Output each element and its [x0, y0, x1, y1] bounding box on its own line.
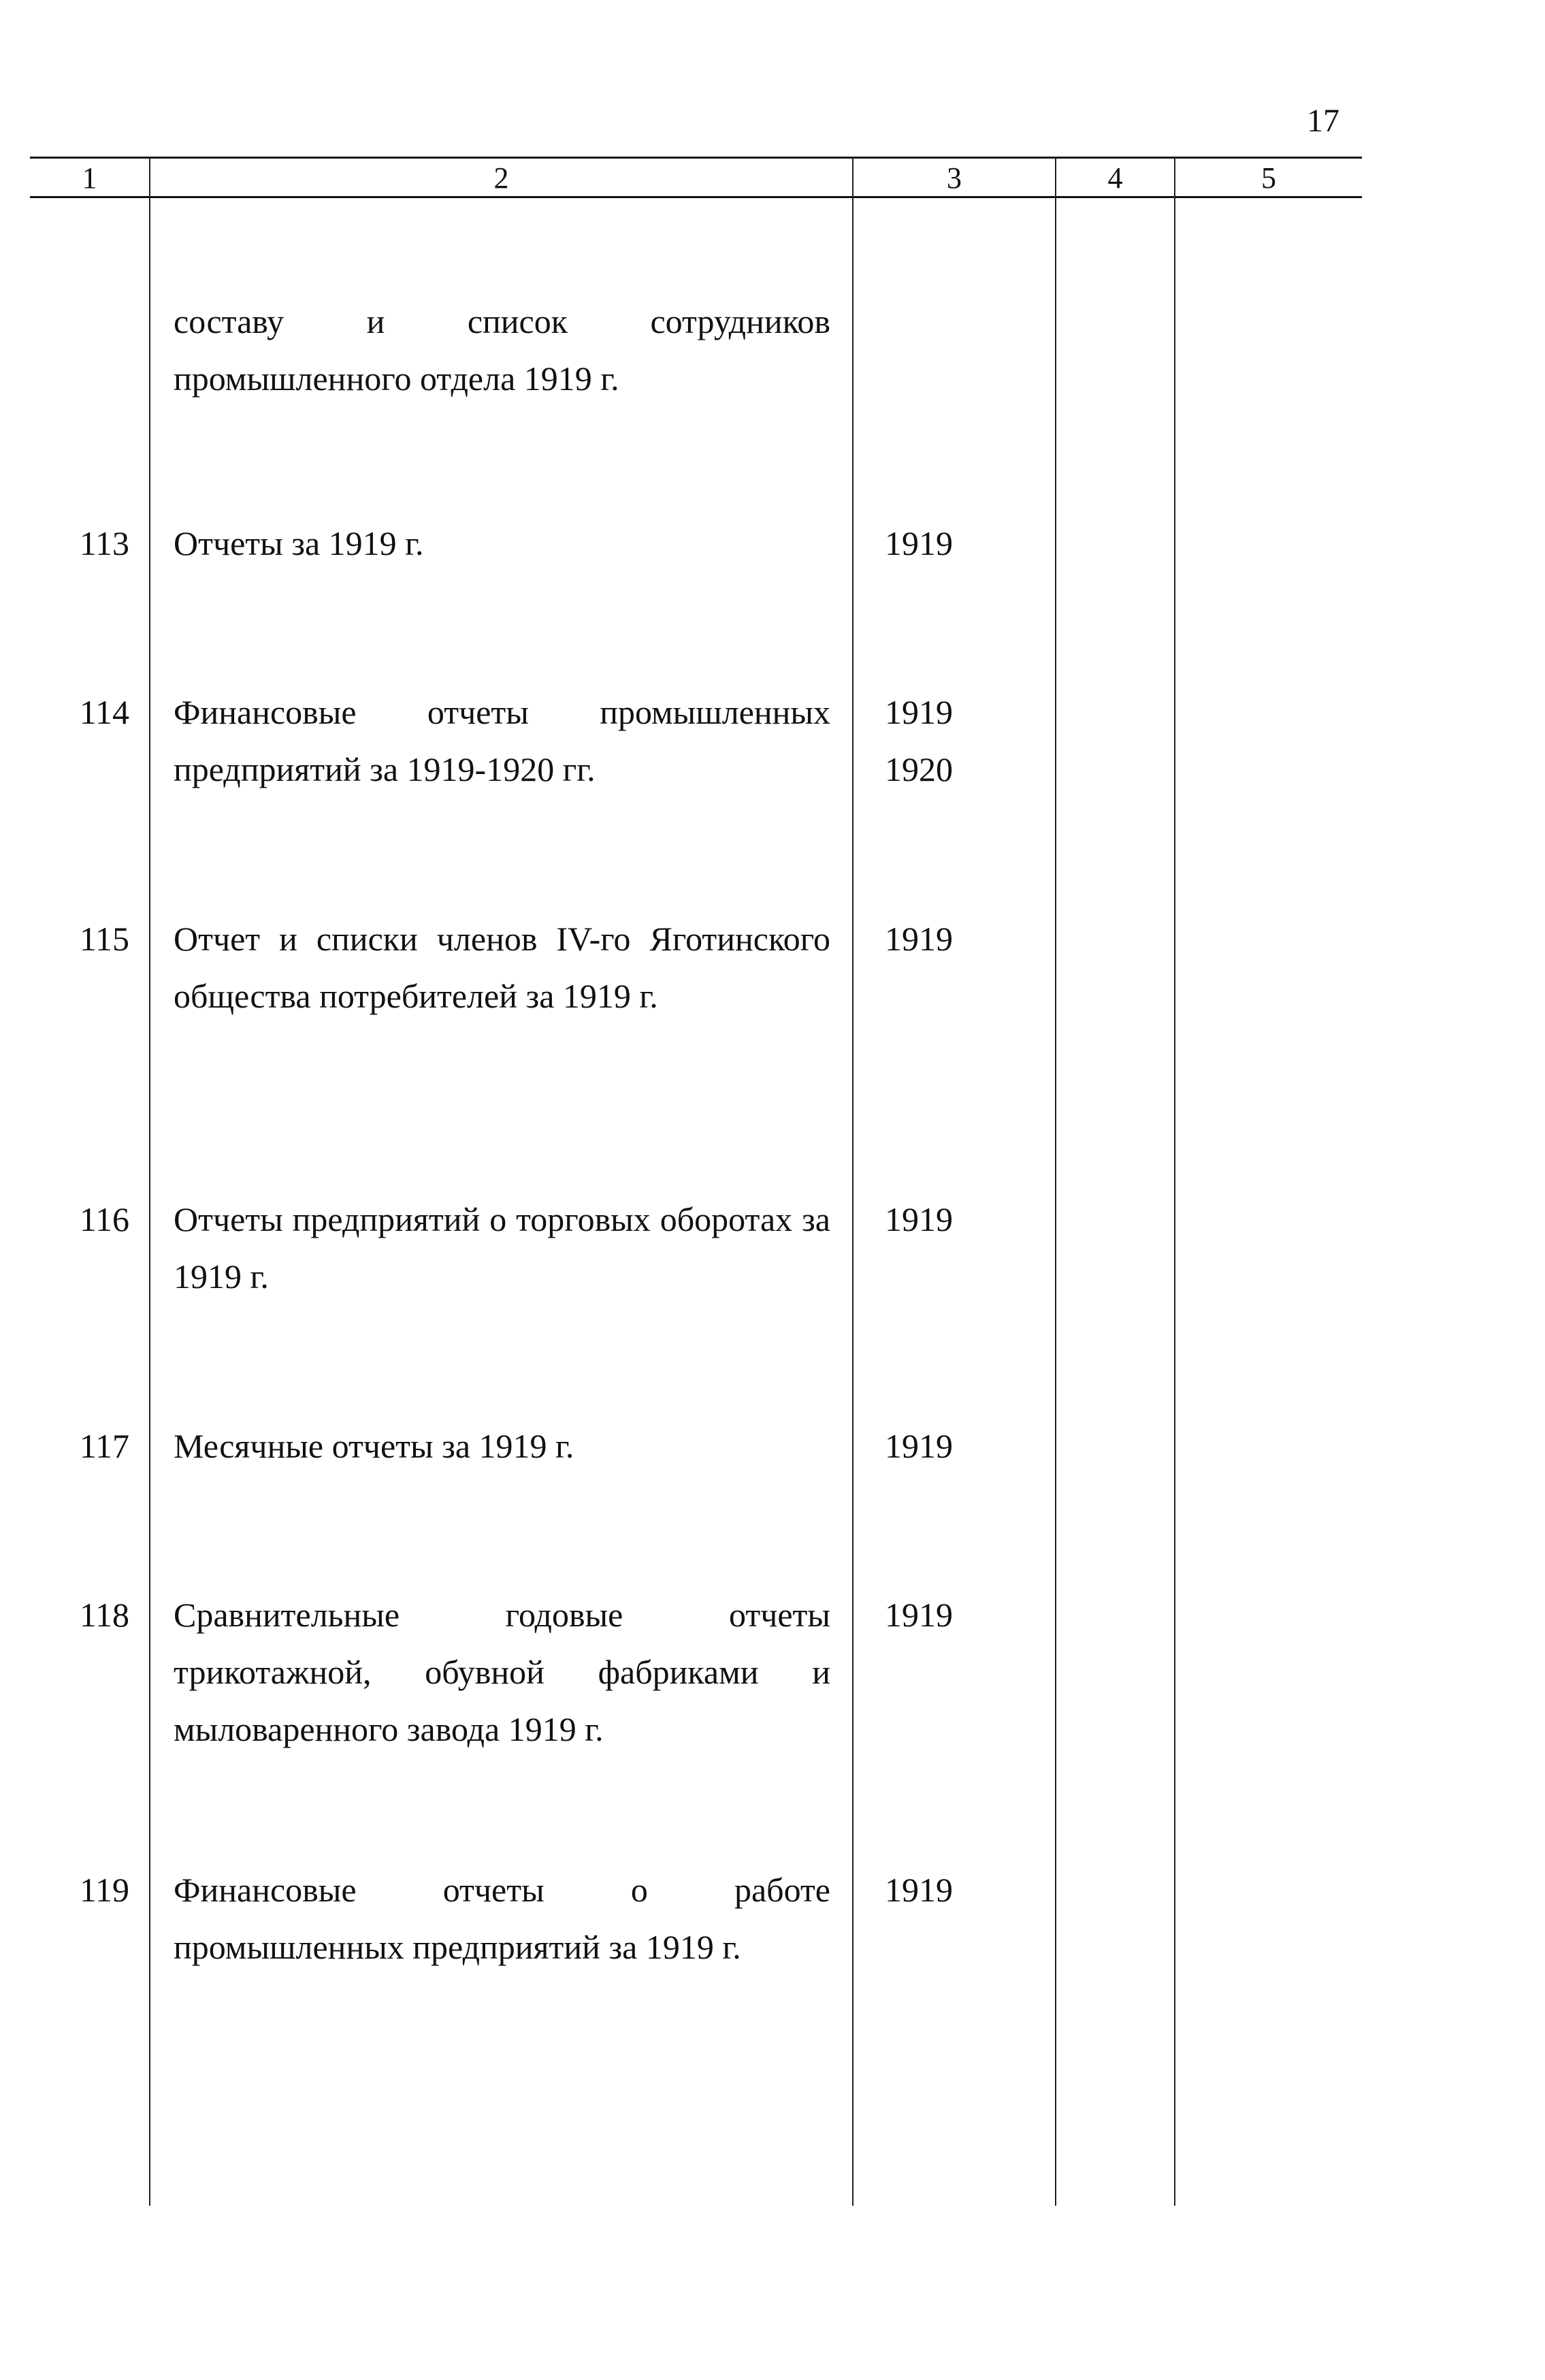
column-header-3: 3 — [947, 161, 962, 195]
row-number: 115 — [79, 920, 129, 958]
row-description: Финансовые отчеты промышленных предприятий за 1919-1920 гг. — [174, 693, 830, 788]
row-number: 119 — [79, 1871, 129, 1909]
row-years — [885, 910, 966, 967]
column-divider — [149, 157, 150, 2206]
column-header-5: 5 — [1261, 161, 1276, 195]
page-number: 17 — [1307, 103, 1339, 139]
row-year: 1919 — [885, 1200, 953, 1238]
row-year: 1919 — [885, 920, 953, 958]
column-header-1: 1 — [82, 161, 97, 195]
row-description: Сравнительные годовые отчеты трикотажной, обувной фабриками и мыловаренного завода 1919 г. — [174, 1596, 830, 1748]
row-years — [885, 1586, 966, 1643]
table-header-top-rule — [30, 157, 1362, 159]
row-description: Отчеты за 1919 г. — [174, 524, 424, 562]
row-year: 1920 — [885, 750, 953, 788]
row-number: 116 — [79, 1200, 129, 1238]
column-divider — [1174, 157, 1175, 2206]
row-years — [885, 515, 966, 572]
row-description: Финансовые отчеты о работе промышленных предприятий за 1919 г. — [174, 1871, 830, 1966]
row-years — [885, 1191, 966, 1248]
row-years — [885, 1861, 966, 1918]
row-description: составу и список сотрудников промышленного отдела 1919 г. — [174, 302, 830, 398]
row-number: 114 — [79, 693, 129, 731]
column-divider — [1055, 157, 1056, 2206]
row-years — [885, 1417, 966, 1475]
row-year: 1919 — [885, 1871, 953, 1909]
row-year: 1919 — [885, 524, 953, 562]
row-description: Отчеты предприятий о торговых оборотах за 1919 г. — [174, 1200, 830, 1296]
row-number: 117 — [79, 1427, 129, 1465]
row-number: 118 — [79, 1596, 129, 1634]
column-header-4: 4 — [1107, 161, 1123, 195]
row-years — [885, 684, 966, 798]
table-header-bottom-rule — [30, 196, 1362, 198]
row-description: Месячные отчеты за 1919 г. — [174, 1427, 574, 1465]
row-description: Отчет и списки членов IV-го Яготинского общества потребителей за 1919 г. — [174, 920, 830, 1015]
row-number: 113 — [79, 524, 129, 562]
row-year: 1919 — [885, 1596, 953, 1634]
column-divider — [852, 157, 853, 2206]
column-header-2: 2 — [493, 161, 509, 195]
row-year: 1919 — [885, 693, 953, 731]
row-year: 1919 — [885, 1427, 953, 1465]
